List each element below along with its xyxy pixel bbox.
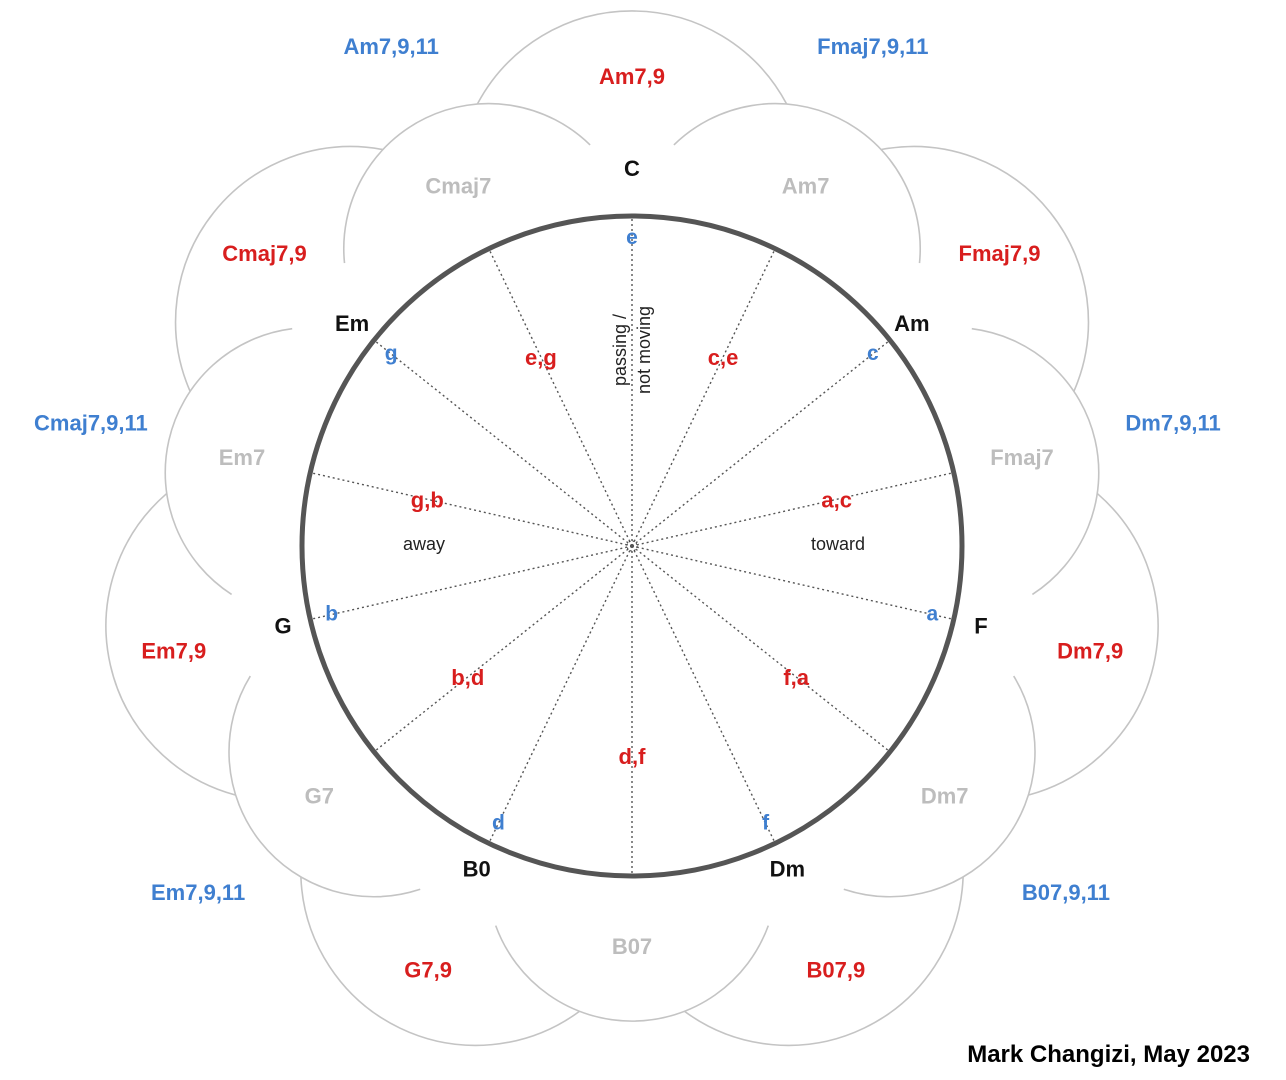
triad-2: F bbox=[974, 613, 988, 639]
spoke-9 bbox=[374, 546, 632, 752]
eleventh-2: B07,9,11 bbox=[1021, 880, 1110, 905]
note-b: b bbox=[325, 602, 339, 626]
inner-label-away: away bbox=[402, 534, 446, 554]
ninth-3: B07,9 bbox=[806, 957, 866, 983]
seventh-3: B07 bbox=[611, 934, 653, 959]
eleventh-5: Cmaj7,9,11 bbox=[34, 410, 148, 436]
seventh-6: Cmaj7 bbox=[425, 173, 492, 199]
eleventh-1: Dm7,9,11 bbox=[1125, 410, 1221, 436]
note-c: c bbox=[866, 342, 879, 365]
eleventh-6: Am7,9,11 bbox=[343, 34, 439, 59]
ninth-2: Dm7,9 bbox=[1057, 638, 1124, 664]
note-pair-4: b,d bbox=[451, 664, 485, 690]
note-pair-2: f,a bbox=[783, 664, 810, 690]
note-pair-5: g,b bbox=[410, 487, 444, 513]
spoke-10 bbox=[310, 546, 632, 619]
note-pair-6: e,g bbox=[525, 344, 557, 370]
note-f: f bbox=[762, 811, 770, 835]
note-e: e bbox=[626, 226, 638, 249]
triad-5: G bbox=[274, 613, 292, 639]
spoke-5 bbox=[632, 546, 890, 752]
note-pair-0: c,e bbox=[707, 344, 739, 370]
note-pair-1: a,c bbox=[821, 487, 852, 513]
spoke-11 bbox=[310, 473, 632, 546]
spoke-6 bbox=[632, 546, 775, 843]
seventh-5: Em7 bbox=[218, 445, 266, 470]
outer-arc-6 bbox=[176, 147, 383, 392]
seventh-0: Am7 bbox=[781, 173, 830, 199]
ninth-5: Em7,9 bbox=[141, 638, 207, 664]
credit-text: Mark Changizi, May 2023 bbox=[967, 1041, 1250, 1068]
spoke-1 bbox=[632, 249, 775, 546]
outer-arc-0 bbox=[478, 11, 787, 104]
ninth-6: Cmaj7,9 bbox=[222, 241, 307, 266]
outer-arc-1 bbox=[881, 147, 1088, 392]
note-g: g bbox=[384, 342, 398, 365]
inner-label-toward: toward bbox=[810, 534, 866, 554]
inner-label-top-2: not moving bbox=[634, 305, 654, 395]
note-d: d bbox=[491, 811, 505, 835]
seventh-4: G7 bbox=[304, 783, 334, 809]
spoke-8 bbox=[489, 546, 632, 843]
triad-1: Am bbox=[894, 310, 930, 336]
spoke-13 bbox=[489, 249, 632, 546]
triad-6: Em bbox=[334, 310, 370, 336]
spoke-2 bbox=[632, 340, 890, 546]
eleventh-4: Em7,9,11 bbox=[151, 880, 246, 905]
seventh-2: Dm7 bbox=[920, 783, 969, 809]
ninth-0: Am7,9 bbox=[598, 64, 666, 89]
inner-label-top-1: passing / bbox=[610, 313, 630, 387]
note-pair-3: d,f bbox=[618, 744, 646, 769]
note-a: a bbox=[926, 602, 939, 626]
ninth-1: Fmaj7,9 bbox=[958, 241, 1041, 266]
ninth-4: G7,9 bbox=[404, 957, 452, 983]
seventh-1: Fmaj7 bbox=[990, 445, 1054, 470]
triad-4: B0 bbox=[462, 856, 491, 882]
eleventh-0: Fmaj7,9,11 bbox=[817, 34, 929, 59]
triad-0: C bbox=[624, 156, 640, 181]
spoke-12 bbox=[374, 340, 632, 546]
triad-3: Dm bbox=[769, 856, 806, 882]
spoke-3 bbox=[632, 473, 954, 546]
spoke-4 bbox=[632, 546, 954, 619]
